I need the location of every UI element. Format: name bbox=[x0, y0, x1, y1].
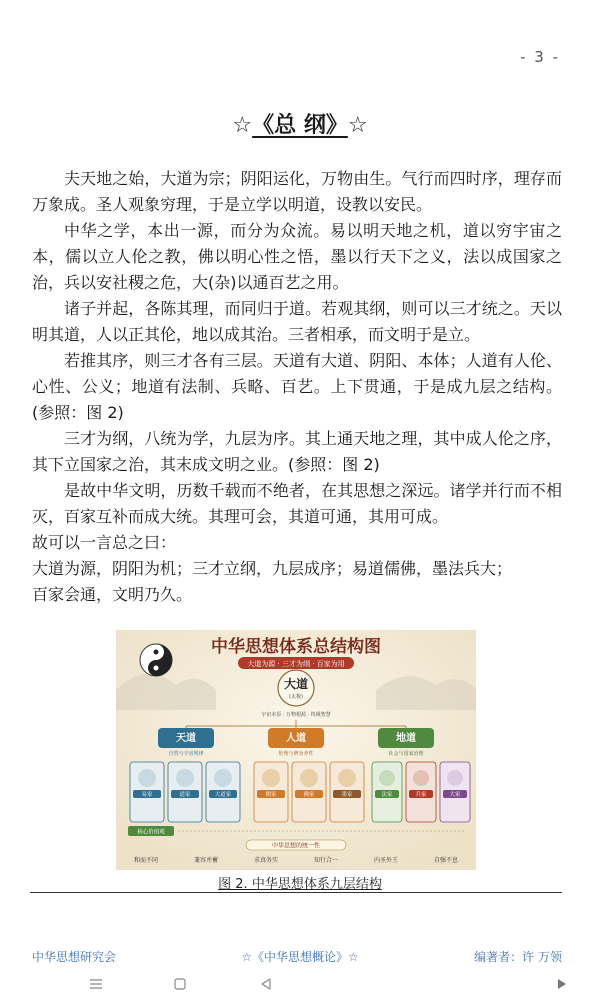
school-card bbox=[254, 762, 288, 822]
dadao-label: 大道 bbox=[283, 677, 309, 691]
branch-sub: 社会与国家治理 bbox=[388, 751, 424, 757]
svg-text:自强不息: 自强不息 bbox=[433, 857, 459, 864]
paragraph: 诸子并起，各陈其理，而同归于道。若观其纲，则可以三才统之。天以明其道，人以正其伦，地以成其治。三者相承，而文明于是立。 bbox=[32, 299, 562, 344]
paragraph: 中华之学，本出一源，而分为众流。易以明天地之机，道以穷宇宙之本，儒以立人伦之教，佛以明心性之悟，墨以行天下之义，法以成国家之治，兵以安社稷之危，大(杂)以通百艺之用。 bbox=[32, 221, 562, 292]
svg-text:佛家: 佛家 bbox=[303, 792, 315, 798]
school-card bbox=[292, 762, 326, 822]
school-card bbox=[168, 762, 202, 822]
svg-text:和而不同: 和而不同 bbox=[133, 857, 159, 864]
back-icon[interactable] bbox=[254, 972, 278, 996]
star-right-icon: ☆ bbox=[347, 113, 368, 138]
svg-text:大道家: 大道家 bbox=[214, 792, 232, 798]
forward-icon[interactable] bbox=[550, 972, 574, 996]
dadao-sub: (太极) bbox=[289, 694, 303, 700]
school-card bbox=[372, 762, 402, 822]
paragraph: 大道为源，阴阳为机；三才立纲，九层成序；易道儒佛，墨法兵大； bbox=[32, 559, 513, 578]
title-text: 《总 纲》 bbox=[252, 113, 348, 138]
mountain-right-decoration bbox=[376, 676, 476, 710]
svg-text:道家: 道家 bbox=[179, 792, 191, 798]
school-cards bbox=[130, 762, 470, 822]
svg-text:法家: 法家 bbox=[381, 792, 393, 798]
branch-sub: 自然与宇宙规律 bbox=[168, 751, 204, 757]
footer-divider bbox=[30, 892, 562, 893]
figure-subtitle: 大道为源 · 三才为纲 · 百家为用 bbox=[247, 660, 345, 668]
home-icon[interactable] bbox=[168, 972, 192, 996]
yin-yang-icon bbox=[140, 644, 172, 676]
paragraph: 故可以一言总之曰： bbox=[32, 533, 177, 552]
dadao-note: 宇宙本原 · 万物根源 · 终极智慧 bbox=[261, 712, 331, 718]
menu-icon[interactable] bbox=[84, 972, 108, 996]
page-number: - 3 - bbox=[520, 48, 560, 66]
body-text bbox=[32, 166, 562, 608]
school-card bbox=[130, 762, 164, 822]
school-card bbox=[206, 762, 240, 822]
school-card bbox=[440, 762, 470, 822]
page-title bbox=[0, 108, 600, 139]
figure-title: 中华思想体系总结构图 bbox=[211, 637, 381, 657]
svg-text:内圣外王: 内圣外王 bbox=[373, 857, 399, 864]
star-left-icon: ☆ bbox=[232, 113, 253, 138]
system-nav-bar bbox=[0, 968, 600, 1000]
branch-label: 地道 bbox=[396, 733, 416, 744]
footer-author: 编著者：许 万领 bbox=[474, 950, 562, 964]
svg-text:大家: 大家 bbox=[449, 792, 461, 798]
figure-caption: 图 2. 中华思想体系九层结构 bbox=[218, 877, 382, 892]
branch-label: 天道 bbox=[176, 733, 196, 744]
structure-figure bbox=[116, 630, 476, 870]
paragraph: 若推其序，则三才各有三层。天道有大道、阴阳、本体；人道有人伦、心性、公义；地道有法制、兵略、百艺。上下贯通，于是成九层之结构。(参照：图 2) bbox=[32, 351, 562, 422]
svg-text:知行合一: 知行合一 bbox=[313, 857, 339, 864]
paragraph: 三才为纲，八统为学，九层为序。其上通天地之理，其中成人伦之序，其下立国家之治，其末成文明之业。(参照：图 2) bbox=[32, 429, 562, 474]
paragraph: 百家会通，文明乃久。 bbox=[32, 585, 193, 604]
school-card bbox=[330, 762, 364, 822]
svg-text:求真务实: 求真务实 bbox=[253, 857, 279, 864]
unity-label: 中华思想的统一性 bbox=[271, 842, 321, 850]
paragraph: 夫天地之始，大道为宗；阴阳运化，万物由生。气行而四时序，理存而万象成。圣人观象穷理，于是立学以明道，设教以安民。 bbox=[32, 169, 562, 214]
svg-text:兼容并蓄: 兼容并蓄 bbox=[193, 857, 219, 864]
branch-sub: 伦理与修身养性 bbox=[278, 751, 314, 757]
svg-text:易家: 易家 bbox=[141, 792, 153, 798]
school-card bbox=[406, 762, 436, 822]
svg-text:儒家: 儒家 bbox=[265, 792, 277, 798]
svg-text:墨家: 墨家 bbox=[341, 792, 353, 798]
core-values-label: 核心价值观 bbox=[137, 829, 165, 836]
branch-label: 人道 bbox=[286, 733, 306, 744]
svg-text:兵家: 兵家 bbox=[415, 792, 427, 798]
footer-organization: 中华思想研究会 bbox=[32, 950, 117, 964]
paragraph: 是故中华文明，历数千载而不绝者，在其思想之深远。诸学并行而不相灭，百家互补而成大统。其理可会，其道可通，其用可成。 bbox=[32, 481, 562, 526]
footer-book-title: ☆《中华思想概论》☆ bbox=[241, 950, 359, 964]
